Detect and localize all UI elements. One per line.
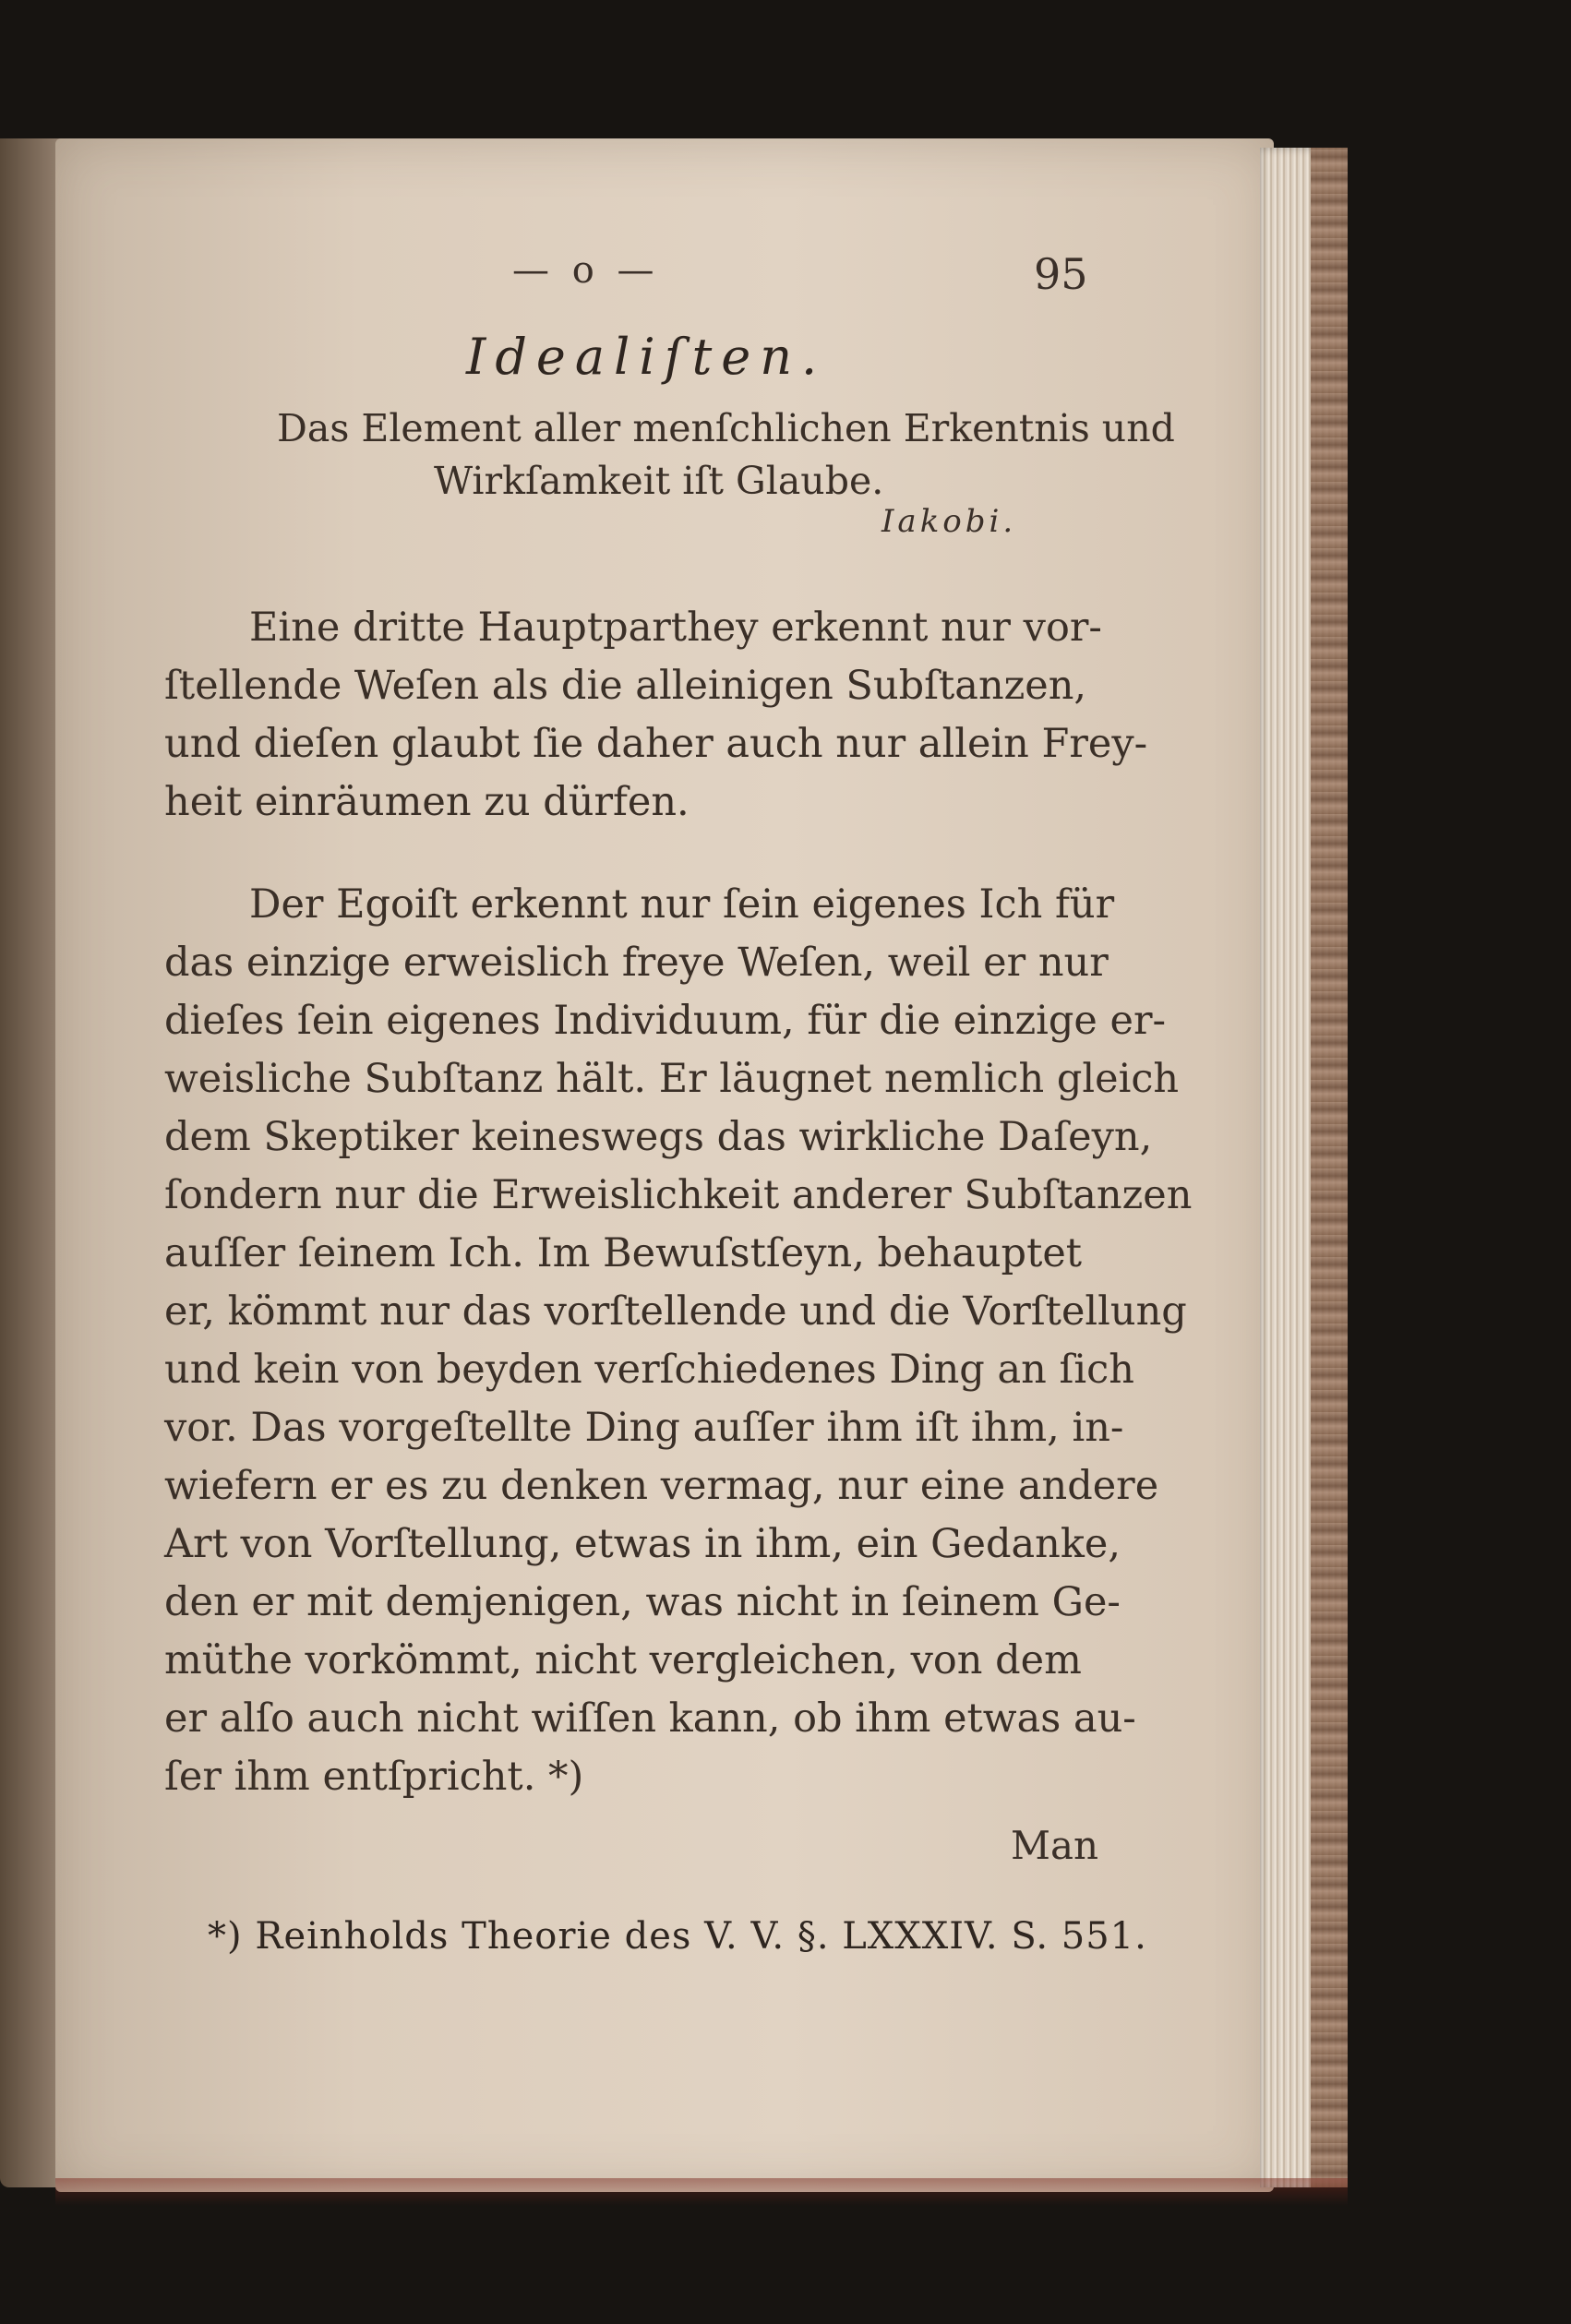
body-line: Art von Vorſtellung, etwas in ihm, ein Gedanke, [164, 1521, 1121, 1567]
motto-line-2: Wirkſamkeit iſt Glaube. [434, 459, 884, 503]
body-line: heit einräumen zu dürfen. [164, 779, 690, 825]
body-line: Eine dritte Hauptparthey erkennt nur vor- [249, 605, 1102, 651]
running-head: — o — [512, 249, 660, 292]
chapter-heading: Idealiſten. [466, 328, 827, 386]
motto-line-1: Das Element aller menſchlichen Erkentnis und [277, 406, 1175, 450]
body-line: dem Skeptiker keineswegs das wirkliche Daſeyn, [164, 1114, 1153, 1160]
catchword: Man [1011, 1823, 1099, 1868]
body-line: auſſer ſeinem Ich. Im Bewuſstſeyn, behauptet [164, 1230, 1083, 1276]
body-line: den er mit demjenigen, was nicht in ſeinem Ge- [164, 1579, 1121, 1625]
footnote: *) Reinholds Theorie des V. V. §. LXXXIV. S. 551. [208, 1915, 1147, 1958]
body-line: wiefern er es zu denken vermag, nur eine andere [164, 1463, 1159, 1509]
body-line: er, kömmt nur das vorſtellende und die Vorſtellung [164, 1288, 1187, 1335]
body-line: ſer ihm entſpricht. *) [164, 1754, 584, 1800]
body-line: und dieſen glaubt ſie daher auch nur allein Frey- [164, 721, 1148, 767]
body-line: das einzige erweislich freye Weſen, weil er nur [164, 940, 1109, 986]
page-block-edges [1260, 148, 1348, 2187]
body-line: Der Egoiſt erkennt nur ſein eigenes Ich für [249, 881, 1115, 928]
page-bottom-shadow [55, 2178, 1348, 2206]
motto-attribution: Iakobi. [881, 503, 1017, 540]
page-number: 95 [1034, 249, 1088, 299]
body-line: ſondern nur die Erweislichkeit anderer Subſtanzen [164, 1172, 1193, 1218]
body-line: weisliche Subſtanz hält. Er läugnet nemlich gleich [164, 1056, 1180, 1102]
body-line: er alſo auch nicht wiſſen kann, ob ihm etwas au- [164, 1695, 1136, 1742]
body-line: vor. Das vorgeſtellte Ding auſſer ihm iſt ihm, in- [164, 1405, 1124, 1451]
body-line: müthe vorkömmt, nicht vergleichen, von dem [164, 1637, 1082, 1683]
body-line: dieſes ſein eigenes Individuum, für die einzige er- [164, 998, 1167, 1044]
body-line: und kein von beyden verſchiedenes Ding an ſich [164, 1347, 1134, 1393]
body-line: ſtellende Weſen als die alleinigen Subſtanzen, [164, 663, 1087, 709]
